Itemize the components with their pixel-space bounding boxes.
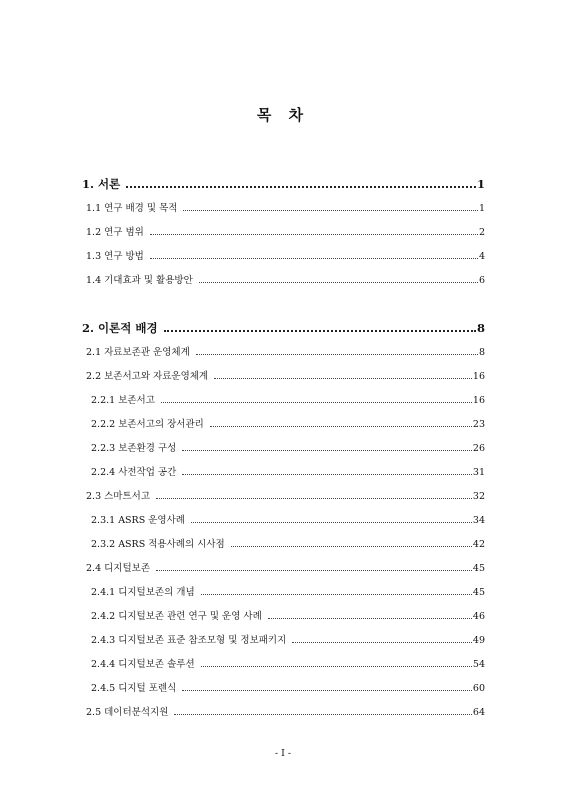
toc-entry-label: 1.1 연구 배경 및 목적	[86, 203, 178, 214]
toc-entry-page-number: 6	[478, 275, 485, 286]
dot-leader	[191, 522, 472, 523]
toc-entry-label: 2.3.1 ASRS 운영사례	[91, 515, 185, 526]
toc-entry-page-number: 1	[476, 177, 485, 191]
toc-entry-label: 2.2.3 보존환경 구성	[91, 443, 177, 454]
dot-leader	[201, 594, 472, 595]
dot-leader	[231, 546, 472, 547]
toc-entry-page-number: 8	[478, 347, 485, 358]
dot-leader	[292, 642, 472, 643]
toc-entry-subsection	[91, 584, 485, 598]
toc-entry-subsection	[91, 656, 485, 670]
dot-leader	[174, 714, 472, 715]
dot-leader	[150, 258, 478, 259]
toc-entry-page-number: 2	[478, 227, 485, 238]
toc-entry-page-number: 16	[472, 395, 485, 406]
toc-entry-label: 2.4.3 디지털보존 표준 참조모형 및 정보패키지	[91, 635, 287, 646]
toc-entry-label: 1. 서론	[82, 177, 121, 191]
toc-entry-label: 2.5 데이터분석지원	[86, 707, 169, 718]
toc-entry-subsection	[91, 632, 485, 646]
toc-entry-subsection	[91, 464, 485, 478]
toc-entry-page-number: 23	[472, 419, 485, 430]
dot-leader	[164, 330, 476, 332]
toc-entry-label: 2.3 스마트서고	[86, 491, 151, 502]
toc-entry-label: 2.4.2 디지털보존 관련 연구 및 운영 사례	[91, 611, 262, 622]
page-number-footer: - I -	[274, 748, 292, 759]
toc-entry-label: 2.4.1 디지털보존의 개념	[91, 587, 195, 598]
toc-entry-page-number: 34	[472, 515, 485, 526]
toc-entry-label: 1.3 연구 방법	[86, 251, 144, 262]
toc-entry-page-number: 45	[472, 587, 485, 598]
toc-entry-label: 2.2.1 보존서고	[91, 395, 155, 406]
dot-leader	[161, 402, 472, 403]
toc-entry-page-number: 54	[472, 659, 485, 670]
toc-entry-subsection	[91, 512, 485, 526]
toc-entry-subsection	[91, 440, 485, 454]
toc-entry-label: 2.2.4 사전작업 공간	[91, 467, 177, 478]
toc-entry-page-number: 42	[472, 539, 485, 550]
toc-entry-page-number: 16	[472, 371, 485, 382]
dot-leader	[199, 282, 478, 283]
toc-entry-section	[86, 200, 485, 214]
dot-leader	[156, 498, 472, 499]
toc-entry-section	[86, 344, 485, 358]
page-title: 목 차	[256, 106, 310, 124]
dot-leader	[150, 234, 478, 235]
toc-entry-page-number: 4	[478, 251, 485, 262]
toc-entry-page-number: 8	[476, 321, 485, 335]
toc-entry-section	[86, 224, 485, 238]
toc-entry-page-number: 32	[472, 491, 485, 502]
toc-entry-chapter	[82, 176, 485, 192]
toc-entry-label: 2.4.5 디지털 포렌식	[91, 683, 177, 694]
dot-leader	[201, 666, 472, 667]
toc-entry-label: 2.3.2 ASRS 적용사례의 시사점	[91, 539, 225, 550]
toc-entry-label: 2. 이론적 배경	[82, 321, 158, 335]
dot-leader	[182, 474, 472, 475]
dot-leader	[268, 618, 472, 619]
toc-entry-subsection	[91, 608, 485, 622]
dot-leader	[196, 354, 478, 355]
toc-entry-section	[86, 248, 485, 262]
dot-leader	[182, 450, 472, 451]
toc-entry-section	[86, 704, 485, 718]
toc-entry-page-number: 45	[472, 563, 485, 574]
dot-leader	[182, 690, 472, 691]
toc-entry-label: 2.2 보존서고와 자료운영체계	[86, 371, 209, 382]
toc-entry-page-number: 60	[472, 683, 485, 694]
toc-entry-page-number: 49	[472, 635, 485, 646]
dot-leader	[214, 378, 472, 379]
dot-leader	[183, 210, 478, 211]
toc-entry-subsection	[91, 416, 485, 430]
dot-leader	[210, 426, 472, 427]
toc-entry-label: 2.4.4 디지털보존 솔루션	[91, 659, 195, 670]
toc-entry-label: 1.4 기대효과 및 활용방안	[86, 275, 193, 286]
dot-leader	[126, 186, 476, 188]
toc-entry-page-number: 1	[478, 203, 485, 214]
toc-entry-label: 2.2.2 보존서고의 장서관리	[91, 419, 204, 430]
toc-entry-subsection	[91, 536, 485, 550]
toc-entry-subsection	[91, 392, 485, 406]
toc-entry-page-number: 46	[472, 611, 485, 622]
toc-entry-page-number: 31	[472, 467, 485, 478]
toc-entry-label: 2.4 디지털보존	[86, 563, 151, 574]
toc-entry-label: 2.1 자료보존관 운영체계	[86, 347, 190, 358]
toc-entry-section	[86, 488, 485, 502]
dot-leader	[156, 570, 472, 571]
toc-entry-subsection	[91, 680, 485, 694]
toc-entry-chapter	[82, 320, 485, 336]
toc-entry-page-number: 64	[472, 707, 485, 718]
toc-entry-section	[86, 272, 485, 286]
toc-entry-page-number: 26	[472, 443, 485, 454]
toc-entry-section	[86, 368, 485, 382]
toc-entry-label: 1.2 연구 범위	[86, 227, 144, 238]
toc-entry-section	[86, 560, 485, 574]
